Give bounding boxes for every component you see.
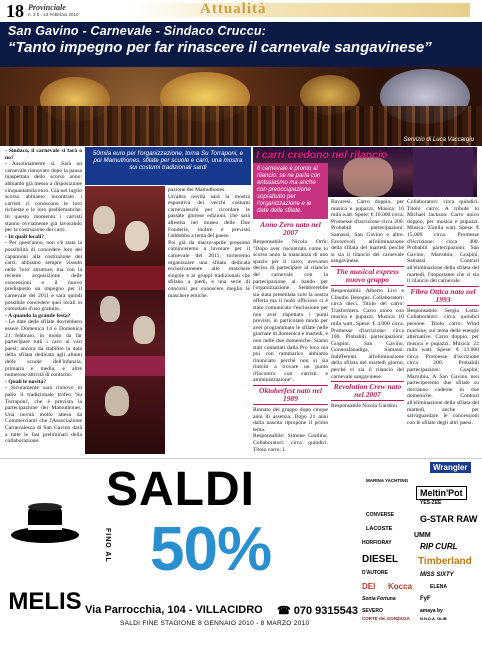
interview-question: - A quando la grande festa? [5,312,71,319]
article-paragraph: Poi già da marzo-aprile prossimo cominceremo a lavorare per il carnevale del 2011, torneremo organizzare una sfilata dedicata esclusivamente alle maschere singole e ai gruppi tradizionali che sfilano a piedi, e una serie di concorsi per conoscere meglio le maschere etniche. [168,239,250,299]
store-address: Via Parrocchia, 104 - VILLACIDRO [85,604,263,616]
brand-logo: amaya by [420,608,443,614]
brand-logo: Timberland [418,556,472,567]
group-heading: Anno Zero nato nel 2007 [260,220,321,237]
carnival-photo [0,67,482,146]
article-paragraph: Responsabile: Sergio Lotta. Collaboratori: circa quindici persone. Titolo carro: Wind machine, sul tema delle energie alternative. Carro doppio, per musica e pupazzi. Musica: 22 mila watt. Spese: € 13.000 circa. Promesse d'iscrizione circa 200. Probabili partecipazioni: Guspini, Marrubiu. A San Gavino non parteciperemo due sfilate su dovranno caderne in due domeniche. Contrari all'eliminazione della sfilata del martedì, anche per salvaguardare le concessioni con le sfilate degli altri paesi. [407,307,479,426]
article-paragraph: Responsabile Nicola Gardinu [331,403,397,410]
hat-logo-icon [10,495,80,545]
brand-logo: FyF [420,596,431,602]
group-heading: The musical express nuovo gruppo [331,266,404,286]
article-column-4 [331,199,404,453]
headline [0,22,482,67]
brand-logo: Sonia Fortuna [362,596,396,602]
brand-list [358,462,480,656]
article-column-3 [253,220,328,453]
group-heading: Oktoberfest nato nel 1989 [253,385,328,405]
brand-logo: CORTE dei GONZAGA [362,616,410,621]
sale-dates: SALDI FINE STAGIONE 8 GENNAIO 2010 - 8 MARZO 2010 [120,620,310,627]
brand-logo: Wrangler [430,462,471,473]
section-heading: I carri credono nel rilancio [256,149,388,161]
brand-logo: G-STAR RAW [420,514,478,524]
brand-logo: HORFIORAY [362,540,392,546]
brand-logo: UMM [414,532,431,539]
article-paragraph: Collaboratori: circa quindici. Titolo carro: A tribute to Michael Jackson. Carro unico doppio, per musica e pupazzi. Musica: 25mila watt. Spese: € 15.000 circa. Promesse d'iscrizione: circa 400. Probabili partecipazioni: San Gavino, Marrubiu, Guspini, Samassi. Contrari all'eliminazione della sfilata del martedì, l'importante che ci sia il rilancio del carnevale. [407,199,479,285]
store-phone: ☎ 070 9315543 [277,605,358,617]
interview-question: - Quali le novità? [5,378,47,385]
section-title: Attualità [200,1,267,17]
ad-discount: 50% [150,515,272,584]
article-paragraph: Un'altra novità sarà la mostra espositiva dei vecchi costumi carnevaleschi per ricordare le passate glorose edizioni, che sarà allestita nel museo delle Due Fonderie, inoltre è previsto l'addobbo a tema del paese. [168,193,250,240]
article-paragraph: Responsabile Nicola Orrù: "Dopo aver riscontrato come lo scorso anno la mancanza di uno spazio per il carro, avevamo deciso di partecipare al rilancio del carnevale con la partecipazione al bando per l'organizzazione. Sembrerebbe sia stata presentata solo la nostra offerta ma il nodo ufficioso ci è stato comunicato l'esclusione per non aver rispettato i punti previsti, in particolare modo per aver programmato le sfilate nelle giornate di domenica e martedì, e non nelle due domeniche. Siamo stati contattati dalla Pro loco ma poi con rammarico abbiamo rinunciato perché non si sia riusciti a trovare un punto d'incontro con carristi e amministrazione". [253,239,328,384]
brand-logo: RIP CURL [420,542,458,551]
article-paragraph: Responsabile: Simone Gardinu. Collaboratori: circa quindici. Titolo carro: I [253,433,328,453]
masks-photo [85,186,165,454]
brand-logo: LACOSTE [366,526,393,532]
group-heading: Revolution Crew nato nel 2007 [331,381,404,401]
section-band [130,3,470,17]
article-paragraph: Responsabili: Alberto Livi e Claudio Desogus. Collaboratori: circa dieci. Titolo del carro: Trasformers. Carro unico con musica e pupazzi. Musica: 10 mila watt. Spese: € 4.000 circa. Promesse d'iscrizione: circa 100. Probabili partecipazioni: Guspini, San Gavino, Gonnosfanadiga, Samassi. Indifferenti all'eliminazione della sfilata del martedì giorno, perché ci sia il rilancio del carnevale sangavinese. [331,287,404,380]
headline-title: “Tanto impegno per far rinascere il carnevale sangavinese” [8,39,432,56]
article-paragraph: Bavaresi. Carro doppio, per musica e pupazzi. Musica: 16 mila watt. Spese: € 10.000 circa. Promesse d'iscrizione circa 200. Probabili partecipazioni: Samassi, San Gavino e altre. Favorevoli all'eliminazione della sfilata del martedì perché si sia il rilancio del carnevale sangavinese. [331,199,404,265]
brand-logo: SEVERO [362,608,383,614]
article-column-5 [407,199,479,453]
store-name: MELIS [8,588,82,615]
brand-logo: N.N.D.A. GLIB [420,616,447,621]
brand-logo: ELENA [430,584,447,590]
paper-logo: Provinciale [28,3,66,12]
interview-answer: - Le date delle sfilate dovrebbero essere Domenica 14 e Domenica 21 febbraio, in modo da far partecipare tutti i carri ai vari paesi; ancora da stabilire la data della sfilata dedicata agli alunni delle scuole dell'infanzia, primaria e media, e altre numerose attività di contorno. [5,319,82,379]
brand-logo: Kocca [388,582,413,591]
interview-question: - In quali locali? [5,233,45,240]
interview-answer: - Sicuramente sarà rinnovo in palio il tradizionale trofeo 'Su Torraponi', che è prevista la partecipazione dei Mamuthones. Una novità molto attesa da Commercianti che l'Associazione Carnevalesca di San Gavino darà a tutte le fasi preliminari della collaborazione. [5,385,82,445]
brand-logo: D'AUTORE [362,570,388,576]
brand-logo: MISS SIXTY [420,572,454,578]
group-heading: Fibra Ottica nato nel 1993 [407,286,479,306]
article-column-mid [168,187,250,453]
brand-logo: CONVERSE [366,512,395,518]
masthead [0,0,482,22]
headline-kicker: San Gavino - Carnevale - Sindaco Cruccu: [8,24,267,38]
summary-box: 50mila euro per l'organizzazione, torna Su Torraponi, e poi Mamuthones, sfilate per scuole e carri, una mostra sui costumi tradizionali sardi [85,147,251,185]
ad-saldi: SALDI [106,463,255,516]
interview-answer: - Per quest'anno, non c'è stata la possibilità di concedere loro dei capannoni alla costruzione dei carri; abbiamo sempre vissuto nelle 'loro' strutture, ma con la recente acquisizione delle concessioni e il nuovo predisposto un impegno per il carnevale del 2011 e sarà quindi possibile concedere quei locali in comodato d'uso gratuito. [5,240,82,313]
brand-logo: YES-ZEE [420,500,442,506]
brand-logo: DEI [362,582,376,591]
ad-fino-al: FINO AL [104,528,111,563]
intro-box: Il carnevale è pronto al rilancio: se ne parla con entusiasmo ma anche con preoccupazione soprattutto per l'organizzazione e le date delle sfilate. [253,163,328,219]
interview-column [5,148,82,453]
interview-answer: - Assolutamente sì. Sarà un carnevale rinnovato dopo la pausa inaspettata dello scorso anno: abbiamo già messo a disposizione cinquantamila euro. Già nel luglio scorso abbiamo incontrato i carristi ci conoscono le loro richieste e le loro problematiche. In questo momento i carristi stanno ovviamente già lavorando per la costruzione dei carri. [5,161,82,234]
page-number: 18 [6,1,24,21]
issue-info: n. 3 b - 13 Febbraio 2010 [28,12,79,17]
photo-credit: Servizio di Luca Vaccargiu [403,137,474,143]
brand-logo: DIESEL [362,554,399,565]
brand-logo: MARINA YACHTING [366,478,409,483]
interview-question: - Sindaco, il carnevale si farà o no? [5,148,82,161]
article-paragraph: Rinnato del gruppo dopo cinque anni di assenza. Dopo 21 anni dalla nascita ripropone il primo tema. [253,407,328,433]
article-paragraph: pazione dei Mamuthones. [168,187,226,193]
brand-logo: Meltin'Pot [416,486,467,500]
